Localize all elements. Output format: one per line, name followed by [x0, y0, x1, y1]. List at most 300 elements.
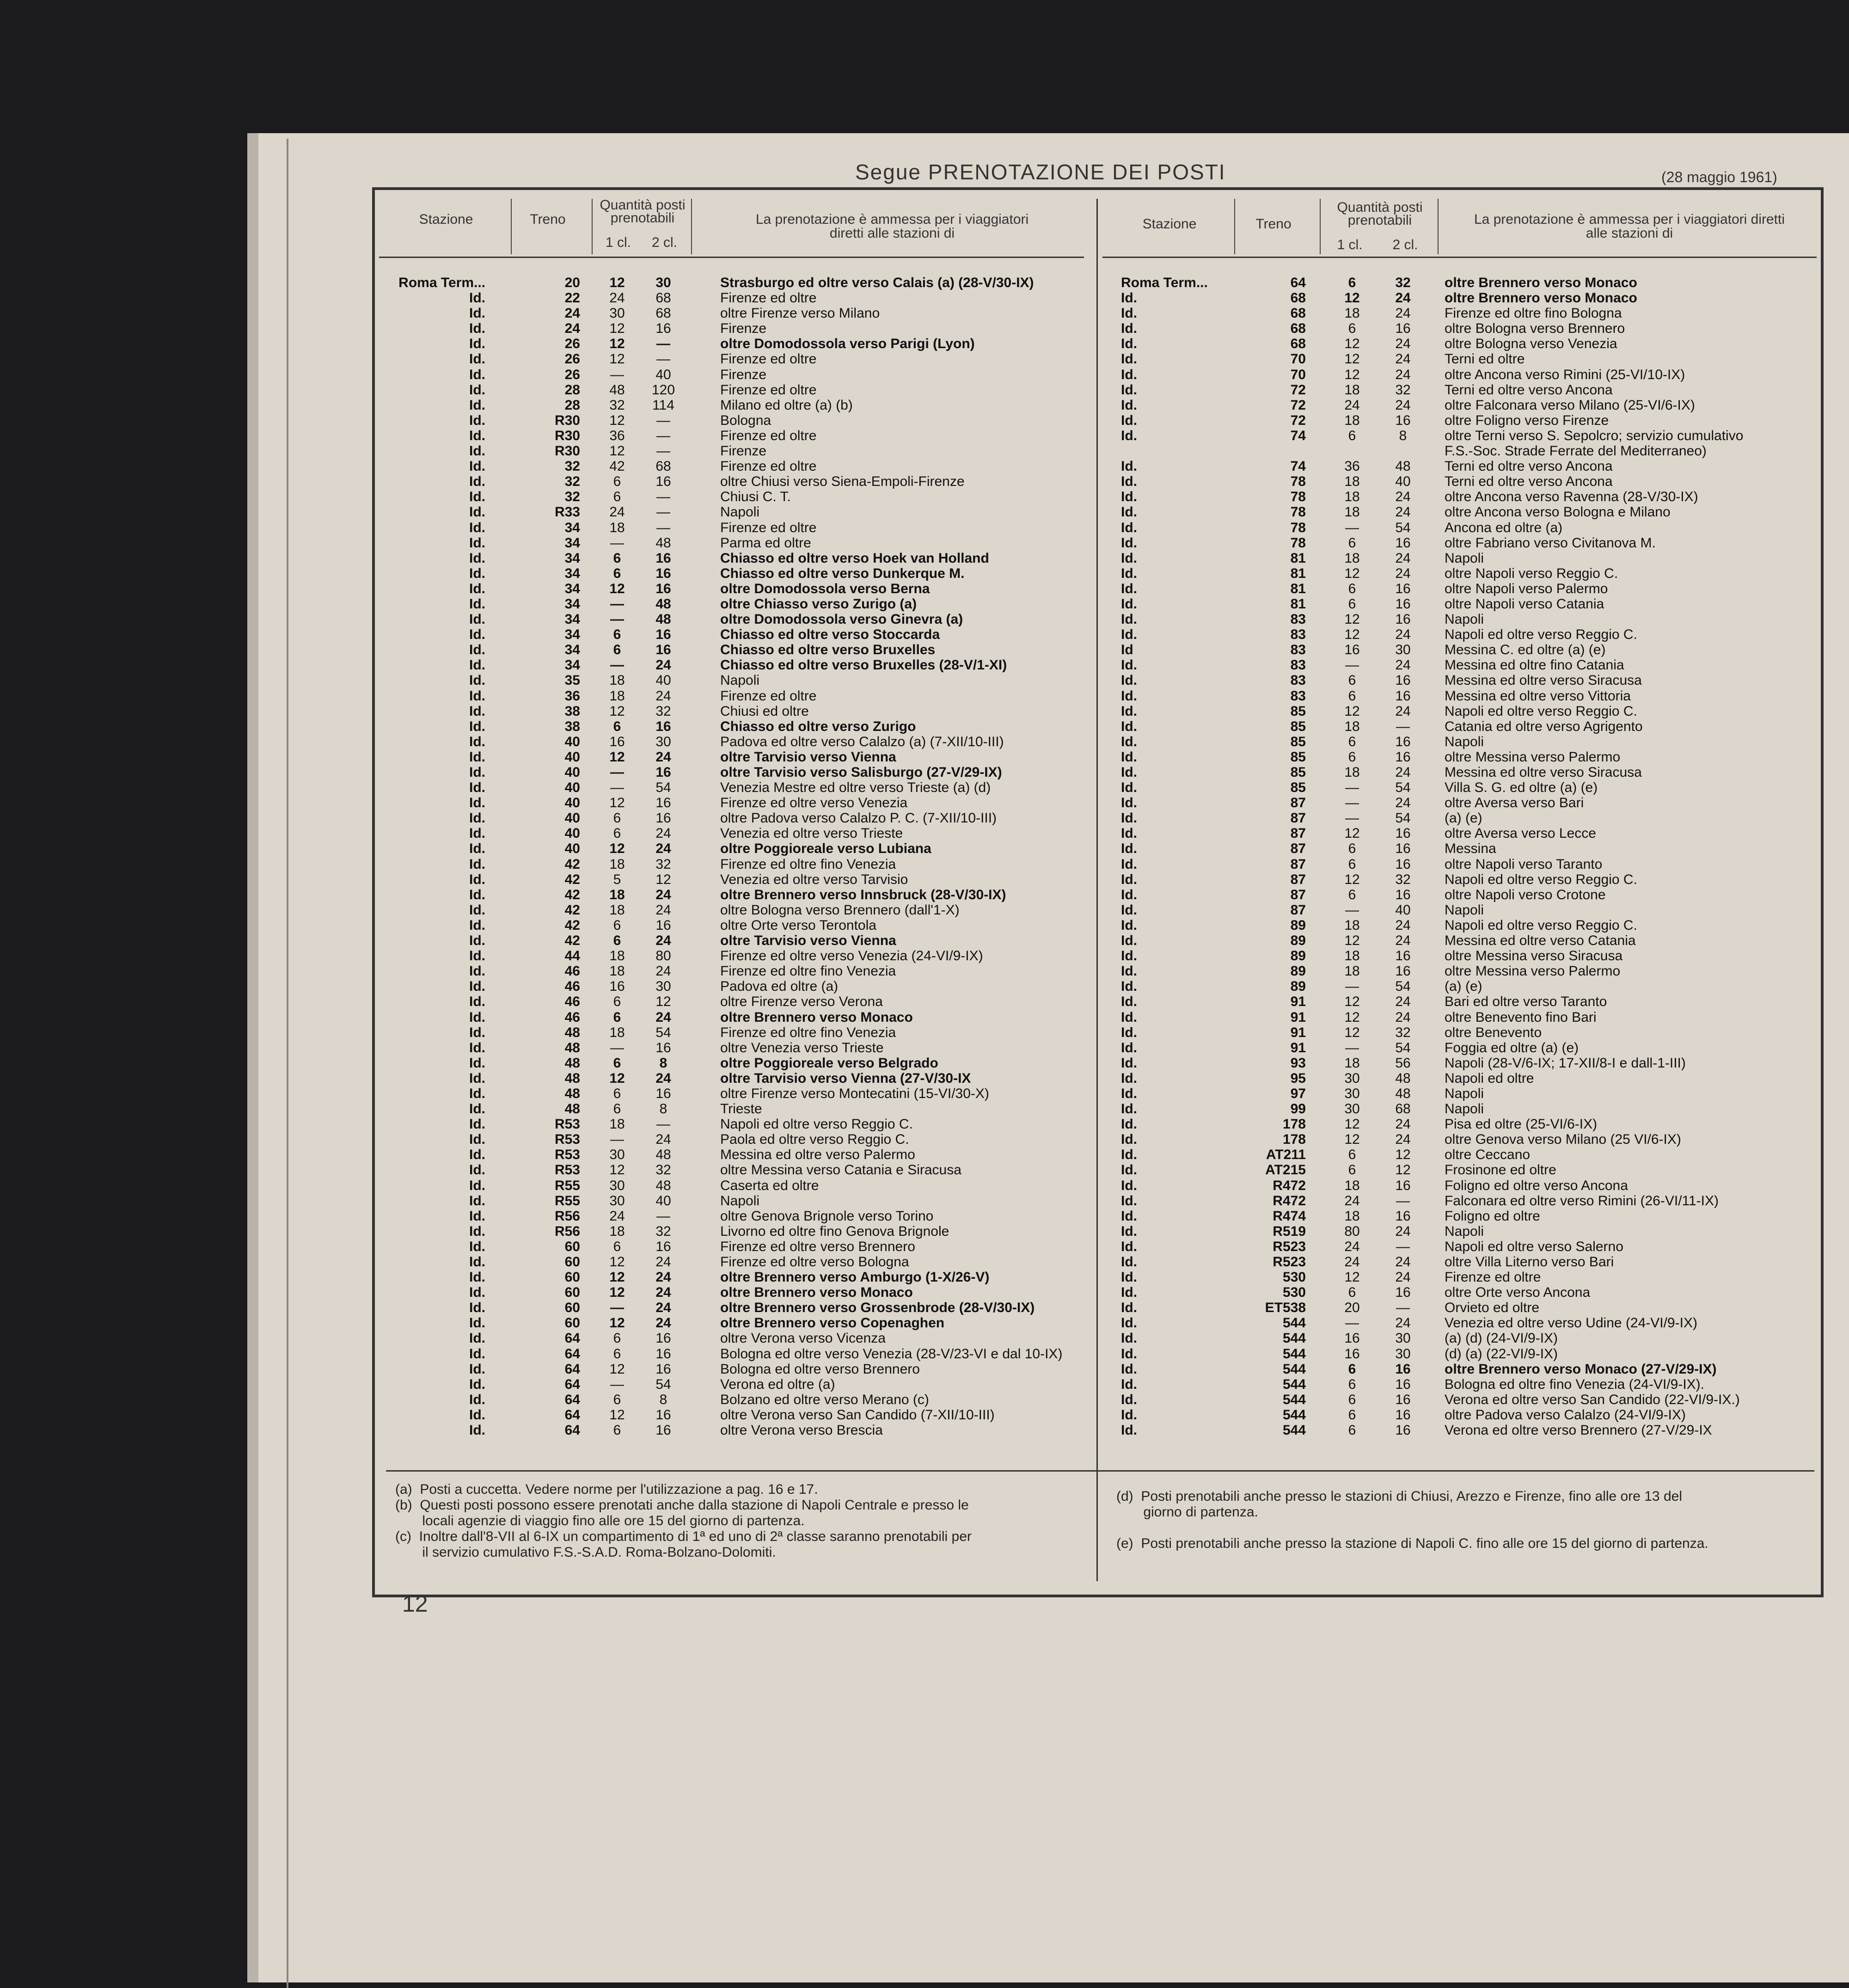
class1-cell: 6	[613, 474, 621, 490]
class2-cell: 24	[1395, 1009, 1411, 1025]
train-cell: 64	[564, 1331, 580, 1346]
class2-cell: 16	[1395, 1285, 1411, 1301]
destination-cell: oltre Napoli verso Taranto	[1445, 856, 1603, 872]
table-row	[379, 275, 1084, 290]
class2-cell: 40	[1395, 474, 1411, 490]
destination-cell: oltre Brennero verso Monaco	[720, 1285, 913, 1301]
class1-cell: 16	[1344, 1346, 1360, 1362]
destination-cell: oltre Fabriano verso Civitanova M.	[1445, 535, 1656, 551]
train-cell: 26	[564, 336, 580, 352]
table-row	[379, 642, 1084, 657]
class1-cell: 18	[1344, 382, 1360, 398]
station-cell: Id.	[1121, 581, 1137, 596]
destination-cell: Firenze ed oltre	[720, 290, 817, 306]
table-row	[379, 1239, 1084, 1254]
station-cell: Id.	[469, 673, 485, 688]
class2-cell: 24	[1395, 1315, 1411, 1331]
class2-cell: 16	[655, 1086, 671, 1101]
table-row	[1102, 780, 1817, 795]
class1-cell: 12	[1344, 933, 1360, 949]
train-cell: 40	[564, 780, 580, 796]
class1-cell: 18	[1344, 306, 1360, 321]
class1-cell: 6	[1348, 1423, 1356, 1438]
train-cell: ET538	[1265, 1300, 1306, 1316]
destination-cell: Chiusi C. T.	[720, 489, 791, 505]
table-row	[379, 688, 1084, 704]
header-class2: 2 cl.	[1392, 237, 1418, 252]
train-cell: 89	[1290, 963, 1306, 979]
destination-cell: oltre Chiasso verso Zurigo (a)	[720, 596, 917, 612]
table-row	[379, 1377, 1084, 1392]
class2-cell: 16	[1395, 1392, 1411, 1407]
class2-cell: 16	[655, 642, 671, 658]
class1-cell: 6	[1348, 688, 1356, 704]
table-row	[1102, 321, 1817, 336]
train-cell: 32	[564, 474, 580, 490]
class1-cell: 6	[613, 1086, 621, 1101]
train-cell: 60	[564, 1270, 580, 1285]
table-row	[379, 857, 1084, 872]
class2-cell: 16	[1395, 1208, 1411, 1224]
header-destinations: La prenotazione è ammessa per i viaggiatori diretti alle stazioni di	[1474, 212, 1785, 241]
train-cell: R30	[554, 412, 580, 428]
table-row	[1102, 749, 1817, 765]
station-cell: Id.	[469, 367, 485, 382]
destination-cell: oltre Brennero verso Monaco (27-V/29-IX)	[1445, 1361, 1717, 1377]
class2-cell: 48	[655, 596, 671, 612]
train-cell: 544	[1282, 1346, 1306, 1362]
train-cell: 36	[564, 688, 580, 704]
train-cell: R55	[554, 1193, 580, 1209]
table-row	[379, 1407, 1084, 1423]
class1-cell: 18	[609, 887, 625, 902]
table-row	[379, 719, 1084, 734]
train-cell: 48	[564, 1055, 580, 1071]
class2-cell: 24	[1395, 565, 1411, 581]
station-cell: Id.	[469, 474, 485, 490]
train-cell: 46	[564, 979, 580, 994]
destination-cell: Strasburgo ed oltre verso Calais (a) (28-V/30-IX)	[720, 275, 1034, 290]
class1-cell: 6	[613, 826, 621, 841]
train-cell: 60	[564, 1254, 580, 1270]
class2-cell: 24	[1395, 504, 1411, 520]
destination-cell: Napoli	[1445, 902, 1484, 918]
station-cell: Id.	[1121, 1239, 1137, 1254]
class1-cell: 24	[609, 504, 625, 520]
class1-cell: 18	[1344, 550, 1360, 566]
class1-cell: 6	[613, 1392, 621, 1407]
train-cell: 24	[564, 306, 580, 321]
class2-cell: 32	[655, 703, 671, 719]
destination-cell: oltre Ancona verso Rimini (25-VI/10-IX)	[1445, 367, 1685, 382]
station-cell: Id.	[469, 1132, 485, 1147]
footnote-divider	[386, 1470, 1814, 1472]
destination-cell: Napoli ed oltre verso Salerno	[1445, 1239, 1623, 1254]
class2-cell: 32	[655, 1223, 671, 1239]
train-cell: 68	[1290, 321, 1306, 337]
class2-cell: 32	[1395, 382, 1411, 398]
destination-cell: Napoli ed oltre	[1445, 1070, 1534, 1086]
class1-cell: 12	[1344, 826, 1360, 841]
table-row	[1102, 1392, 1817, 1407]
station-cell: Id.	[469, 596, 485, 612]
class2-cell: —	[656, 489, 670, 505]
station-cell: Id.	[1121, 1132, 1137, 1147]
class2-cell: —	[656, 443, 670, 459]
train-cell: R30	[554, 443, 580, 459]
class2-cell: —	[1396, 718, 1410, 734]
station-cell: Id.	[469, 1254, 485, 1270]
destination-cell: oltre Brennero verso Monaco	[1445, 275, 1637, 290]
class1-cell: —	[1345, 810, 1359, 826]
class2-cell: 16	[655, 1423, 671, 1438]
station-cell: Id.	[1121, 1254, 1137, 1270]
class2-cell: 48	[1395, 459, 1411, 474]
station-cell: Id.	[1121, 612, 1137, 627]
train-cell: 544	[1282, 1315, 1306, 1331]
table-row	[379, 673, 1084, 688]
class2-cell: 16	[1395, 612, 1411, 627]
table-row	[1102, 673, 1817, 688]
train-cell: 87	[1290, 810, 1306, 826]
table-row	[1102, 688, 1817, 704]
table-row	[1102, 979, 1817, 994]
station-cell: Id.	[1121, 1423, 1137, 1438]
train-cell: 40	[564, 765, 580, 780]
train-cell: 85	[1290, 703, 1306, 719]
station-cell: Id.	[1121, 1331, 1137, 1346]
header-train: Treno	[1255, 216, 1292, 232]
class2-cell: 16	[1395, 1423, 1411, 1438]
train-cell: 85	[1290, 718, 1306, 734]
table-row	[1102, 1040, 1817, 1055]
class2-cell: 16	[655, 917, 671, 933]
table-row	[379, 459, 1084, 474]
table-row	[1102, 734, 1817, 749]
class1-cell: 18	[1344, 489, 1360, 505]
class2-cell: 68	[655, 459, 671, 474]
class1-cell: 42	[609, 459, 625, 474]
destination-cell: Parma ed oltre	[720, 535, 811, 551]
table-row	[1102, 642, 1817, 657]
class1-cell: 16	[609, 734, 625, 749]
table-row	[379, 704, 1084, 719]
class2-cell: 8	[659, 1392, 667, 1407]
station-cell: Id.	[469, 1009, 485, 1025]
table-row	[1102, 1055, 1817, 1071]
table-row	[1102, 1162, 1817, 1178]
class1-cell: 12	[1344, 1270, 1360, 1285]
train-cell: 34	[564, 612, 580, 627]
train-cell: 48	[564, 1025, 580, 1040]
table-row	[1102, 566, 1817, 581]
train-cell: 34	[564, 550, 580, 566]
destination-cell: Ancona ed oltre (a)	[1445, 520, 1563, 535]
destination-cell: Firenze ed oltre fino Venezia	[720, 1025, 896, 1040]
destination-cell: oltre Firenze verso Montecatini (15-VI/30-X)	[720, 1086, 989, 1101]
class2-cell: 68	[655, 306, 671, 321]
header-class2: 2 cl.	[651, 235, 678, 250]
destination-cell: Napoli (28-V/6-IX; 17-XII/8-I e dall-1-III)	[1445, 1055, 1686, 1071]
train-cell: 64	[564, 1392, 580, 1407]
table-row	[1102, 275, 1817, 290]
train-cell: 32	[564, 489, 580, 505]
destination-cell: Venezia ed oltre verso Trieste	[720, 826, 903, 841]
class1-cell: 30	[609, 1193, 625, 1209]
destination-cell: Verona ed oltre (a)	[720, 1376, 835, 1392]
train-cell: 22	[564, 290, 580, 306]
train-cell: 64	[564, 1407, 580, 1423]
destination-cell: oltre Venezia verso Trieste	[720, 1040, 884, 1055]
train-cell: 83	[1290, 627, 1306, 643]
destination-cell: Firenze ed oltre	[720, 520, 817, 535]
class1-cell: 12	[609, 1254, 625, 1270]
station-cell: Id.	[469, 459, 485, 474]
class2-cell: 24	[1395, 994, 1411, 1010]
destination-cell: Napoli ed oltre verso Reggio C.	[1445, 871, 1637, 887]
class1-cell: 24	[1344, 1254, 1360, 1270]
class2-cell: 24	[655, 1285, 671, 1301]
destination-cell: oltre Napoli verso Reggio C.	[1445, 565, 1618, 581]
table-row	[379, 1010, 1084, 1025]
table-row	[379, 1040, 1084, 1055]
station-cell: Id.	[469, 780, 485, 796]
station-cell: Id.	[1121, 1285, 1137, 1301]
destination-cell: Padova ed oltre verso Calalzo (a) (7-XII/10-III)	[720, 734, 1004, 749]
class2-cell: 24	[655, 1315, 671, 1331]
header-class1: 1 cl.	[1337, 237, 1363, 252]
destination-cell: (d) (a) (22-VI/9-IX)	[1445, 1346, 1558, 1362]
table-row	[1102, 933, 1817, 948]
table-row	[1102, 994, 1817, 1009]
class2-cell: 16	[655, 1040, 671, 1055]
station-cell: Id.	[469, 428, 485, 443]
station-cell: Id.	[469, 306, 485, 321]
station-cell: Id.	[1121, 382, 1137, 398]
station-cell: Id.	[469, 520, 485, 535]
train-cell: 34	[564, 627, 580, 643]
destination-cell: oltre Ancona verso Bologna e Milano	[1445, 504, 1671, 520]
table-row	[379, 1071, 1084, 1086]
station-cell: Id.	[469, 1223, 485, 1239]
class2-cell: 24	[1395, 351, 1411, 367]
train-cell: 48	[564, 1086, 580, 1101]
class1-cell: 30	[609, 1147, 625, 1163]
station-cell: Id.	[469, 321, 485, 337]
train-cell: R53	[554, 1147, 580, 1163]
class2-cell: 24	[655, 657, 671, 673]
class1-cell: —	[1345, 795, 1359, 811]
train-cell: 95	[1290, 1070, 1306, 1086]
class1-cell: 6	[1348, 596, 1356, 612]
destination-cell: oltre Firenze verso Milano	[720, 306, 880, 321]
destination-cell: oltre Bologna verso Brennero (dall'1-X)	[720, 902, 960, 918]
table-row	[1102, 887, 1817, 902]
header-class1: 1 cl.	[605, 235, 631, 250]
train-cell: 87	[1290, 887, 1306, 902]
train-cell: R56	[554, 1223, 580, 1239]
station-cell: Id.	[469, 627, 485, 643]
destination-cell: (a) (e)	[1445, 979, 1482, 994]
train-cell: R474	[1273, 1208, 1306, 1224]
station-cell: Id.	[1121, 459, 1137, 474]
train-cell: 87	[1290, 871, 1306, 887]
table-row	[1102, 596, 1817, 612]
class2-cell: 16	[1395, 1376, 1411, 1392]
table-row	[379, 749, 1084, 765]
train-cell: 74	[1290, 428, 1306, 443]
class2-cell: 16	[1395, 688, 1411, 704]
train-cell: R472	[1273, 1193, 1306, 1209]
column-separator	[1096, 199, 1098, 1581]
class1-cell: 12	[609, 1407, 625, 1423]
class2-cell: 16	[1395, 1178, 1411, 1193]
class1-cell: 12	[1344, 612, 1360, 627]
destination-cell: Firenze	[720, 321, 767, 337]
train-cell: 34	[564, 642, 580, 658]
station-cell: Id.	[1121, 841, 1137, 857]
table-row	[379, 1423, 1084, 1438]
station-cell: Id.	[469, 718, 485, 734]
train-cell: 38	[564, 703, 580, 719]
train-cell: 544	[1282, 1376, 1306, 1392]
destination-cell: oltre Brennero verso Monaco	[1445, 290, 1637, 306]
train-cell: 60	[564, 1315, 580, 1331]
station-cell: Id.	[469, 810, 485, 826]
train-cell: 34	[564, 596, 580, 612]
station-cell: Id.	[1121, 306, 1137, 321]
class1-cell: 12	[609, 1361, 625, 1377]
class2-cell: 40	[1395, 902, 1411, 918]
station-cell: Id.	[1121, 428, 1137, 443]
class2-cell: 48	[1395, 1070, 1411, 1086]
train-cell: 83	[1290, 657, 1306, 673]
destination-cell: oltre Messina verso Palermo	[1445, 963, 1621, 979]
class1-cell: —	[1345, 1315, 1359, 1331]
station-cell: Id.	[469, 688, 485, 704]
destination-cell: (a) (d) (24-VI/9-IX)	[1445, 1331, 1558, 1346]
class2-cell: 24	[1395, 367, 1411, 382]
station-cell: Id.	[1121, 565, 1137, 581]
station-cell: Id.	[469, 887, 485, 902]
table-row	[1102, 612, 1817, 627]
station-cell: Id.	[1121, 1315, 1137, 1331]
train-cell: R56	[554, 1208, 580, 1224]
class1-cell: —	[610, 657, 624, 673]
table-row	[1102, 1101, 1817, 1117]
train-cell: R30	[554, 428, 580, 443]
destination-cell: oltre Brennero verso Innsbruck (28-V/30-IX)	[720, 887, 1006, 902]
destination-cell: Napoli ed oltre verso Reggio C.	[1445, 627, 1637, 643]
class1-cell: 18	[1344, 917, 1360, 933]
station-cell: Id.	[469, 826, 485, 841]
class1-cell: 6	[1348, 535, 1356, 551]
station-cell: Id.	[1121, 535, 1137, 551]
destination-cell: oltre Benevento fino Bari	[1445, 1009, 1597, 1025]
table-row	[1102, 306, 1817, 321]
footnote-line: (d) Posti prenotabili anche presso le stazioni di Chiusi, Arezzo e Firenze, fino alle ore 13 del	[1116, 1489, 1682, 1504]
table-row	[1102, 1117, 1817, 1132]
class2-cell: 54	[1395, 979, 1411, 994]
class2-cell: 24	[1395, 1254, 1411, 1270]
station-cell: Id.	[1121, 1178, 1137, 1193]
train-cell: 28	[564, 382, 580, 398]
train-cell: 24	[564, 321, 580, 337]
class1-cell: 6	[1348, 428, 1356, 443]
train-cell: R53	[554, 1162, 580, 1178]
destination-cell: Venezia ed oltre verso Tarvisio	[720, 871, 908, 887]
class2-cell: 40	[655, 1193, 671, 1209]
footnotes-left	[395, 1482, 1079, 1560]
station-cell: Id.	[1121, 963, 1137, 979]
table-row	[1102, 1209, 1817, 1224]
station-cell: Id.	[1121, 979, 1137, 994]
train-cell: 42	[564, 917, 580, 933]
station-cell: Id.	[469, 550, 485, 566]
class2-cell: —	[656, 428, 670, 443]
table-row	[379, 657, 1084, 673]
table-row	[1102, 1239, 1817, 1254]
train-cell: 64	[564, 1346, 580, 1362]
class1-cell: 6	[613, 642, 621, 658]
destination-cell: Livorno ed oltre fino Genova Brignole	[720, 1223, 949, 1239]
station-cell: Id.	[1121, 596, 1137, 612]
class1-cell: 6	[613, 489, 621, 505]
train-cell: 68	[1290, 336, 1306, 352]
class1-cell: 12	[1344, 351, 1360, 367]
destination-cell: Firenze ed oltre	[720, 428, 817, 443]
station-cell: Id.	[1121, 1376, 1137, 1392]
class1-cell: 12	[609, 412, 625, 428]
station-cell: Id.	[469, 933, 485, 949]
table-row	[379, 810, 1084, 826]
class2-cell: 12	[1395, 1147, 1411, 1163]
station-cell: Id.	[469, 581, 485, 596]
class1-cell: —	[1345, 657, 1359, 673]
table-row	[1102, 428, 1817, 443]
train-cell: 40	[564, 749, 580, 765]
station-cell: Id.	[1121, 657, 1137, 673]
class2-cell: 12	[655, 871, 671, 887]
train-cell: 34	[564, 520, 580, 535]
class2-cell: 16	[655, 627, 671, 643]
destination-cell: Napoli	[1445, 1223, 1484, 1239]
table-row	[379, 1101, 1084, 1117]
station-cell: Id.	[1121, 412, 1137, 428]
class1-cell: 36	[1344, 459, 1360, 474]
class1-cell: —	[1345, 1040, 1359, 1055]
destination-cell: Firenze ed oltre verso Venezia	[720, 795, 908, 811]
station-cell: Id.	[1121, 627, 1137, 643]
train-cell: 72	[1290, 382, 1306, 398]
class2-cell: —	[656, 351, 670, 367]
class2-cell: 12	[655, 994, 671, 1010]
destination-cell: Chiasso ed oltre verso Zurigo	[720, 718, 916, 734]
class1-cell: 18	[1344, 504, 1360, 520]
class1-cell: 18	[609, 1223, 625, 1239]
train-cell: 83	[1290, 642, 1306, 658]
table-row	[1102, 918, 1817, 933]
class2-cell: 24	[1395, 703, 1411, 719]
destination-cell: Terni ed oltre verso Ancona	[1445, 474, 1613, 490]
station-cell: Id.	[1121, 1407, 1137, 1423]
station-cell: Id.	[1121, 795, 1137, 811]
table-row	[379, 1270, 1084, 1285]
train-cell: 42	[564, 902, 580, 918]
class2-cell: 120	[651, 382, 675, 398]
class1-cell: —	[610, 1376, 624, 1392]
right-table-header	[1102, 194, 1817, 258]
